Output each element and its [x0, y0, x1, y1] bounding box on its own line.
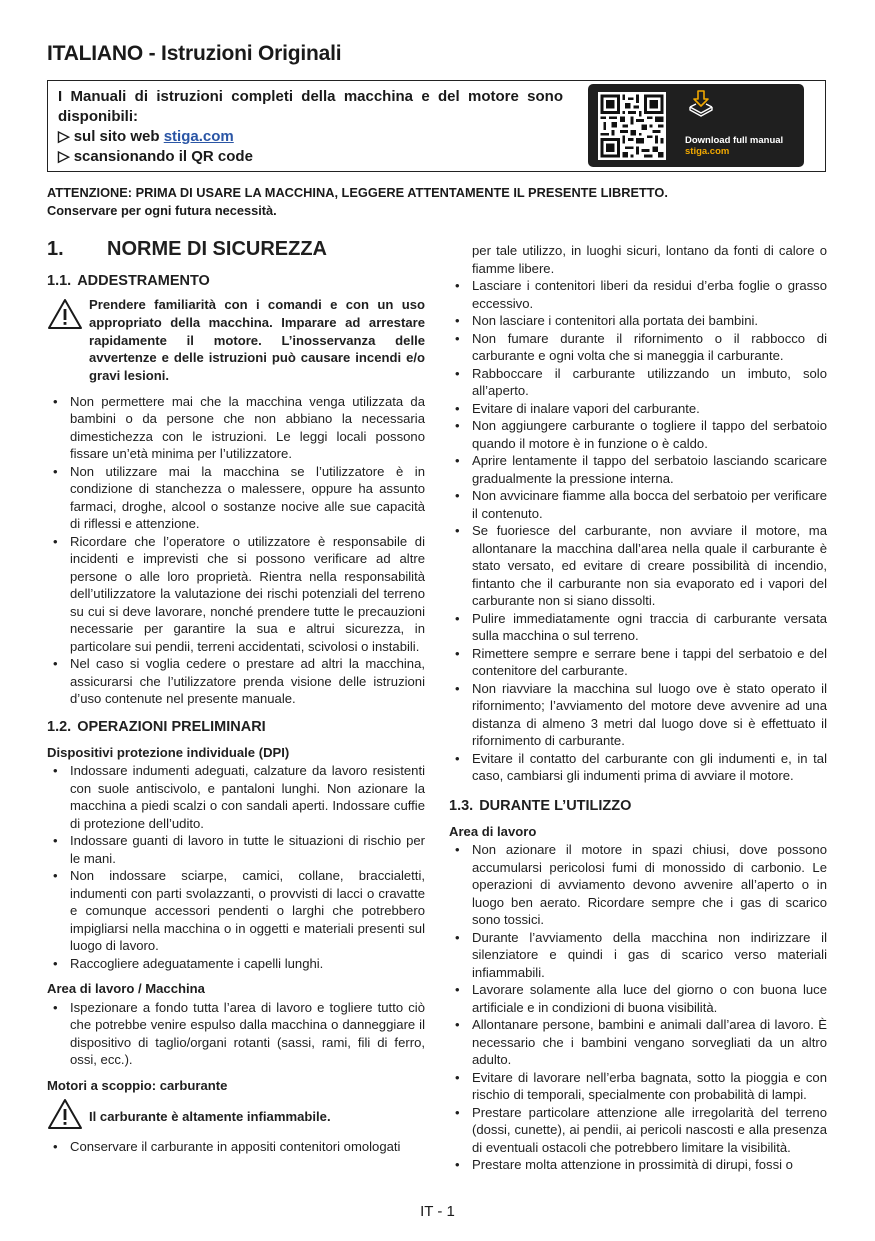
- fuel-list: [449, 242, 827, 785]
- list-item-continued: per tale utilizzo, in luoghi sicuri, lontano da fonti di calore o fiamme libere.: [472, 243, 827, 276]
- list-item: • Non azionare il motore in spazi chiusi, dove possono accumularsi pericolosi fumi di monossido di carbonio. Le operazioni di avviamento devono avvenire all’aperto o in luogo ben aerato. Ricordare sempre che i gas di scarico sono tossici.: [449, 841, 827, 929]
- left-column: [47, 236, 425, 1156]
- list-item: • Ispezionare a fondo tutta l’area di lavoro e togliere tutto ciò che potrebbe venire espulso dalla macchina o danneggiare il dispositivo di taglio/organi rotanti (sassi, rami, fili di ferro, ossi, ecc.).: [47, 999, 425, 1069]
- warning-icon: [47, 298, 83, 330]
- list-item: • Non riavviare la macchina sul luogo ove è stato operato il rifornimento; l’avviamento del motore deve avvenire ad una distanza di almeno 3 metri dal luogo dove si è effettuato il rifornimento di carburante.: [449, 680, 827, 750]
- qr-code-icon: [598, 92, 666, 160]
- list-item: • Aprire lentamente il tappo del serbatoio lasciando scaricare gradualmente la pressione interna.: [449, 452, 827, 487]
- usage-list: [449, 841, 827, 1174]
- manual-info-intro: I Manuali di istruzioni completi della macchina e del motore sono disponibili:: [58, 88, 563, 125]
- attention-notice: [47, 184, 837, 220]
- list-item: • Non lasciare i contenitori alla portata dei bambini.: [449, 312, 827, 330]
- training-warning-text: Prendere familiarità con i comandi e con un uso appropriato della macchina. Imparare ad arrestare rapidamente il motore. L’inosservanza delle avvertenze e delle istruzioni può causare incendi e/o gravi lesioni.: [89, 297, 425, 384]
- section-1-heading: [47, 236, 425, 262]
- dpi-subheading: Dispositivi protezione individuale (DPI): [47, 744, 290, 760]
- section-1-3-number: 1.3.: [449, 797, 474, 814]
- download-label: Download full manual: [685, 135, 784, 146]
- section-1-3-heading: [449, 797, 827, 815]
- right-column: [449, 242, 827, 1174]
- list-item: • Non indossare sciarpe, camici, collane, braccialetti, indumenti con parti svolazzanti, o provvisti di lacci o cravatte e comunque accessori pendenti o larghi che potrebbero impigliarsi nella macchina o in oggetti e materiali presenti sul luogo di lavoro.: [47, 867, 425, 955]
- work-area-list: [47, 999, 425, 1069]
- download-site: stiga.com: [685, 146, 730, 157]
- list-item: • Se fuoriesce del carburante, non avviare il motore, ma allontanare la macchina dall’area nella quale il carburante è stato versato, ed evitare di creare possibilità di incendio, fintanto che il carburante non sia evaporato ed i vapori del carburante non si siano dissolti.: [449, 522, 827, 610]
- usage-area-subheading: Area di lavoro: [449, 823, 537, 839]
- dpi-list: [47, 762, 425, 972]
- list-item: • Prestare particolare attenzione alle irregolarità del terreno (dossi, cunette), ai pendii, ai pericoli nascosti e alla presenza di eventuali ostacoli che potrebbero limitare la visibilità.: [449, 1104, 827, 1157]
- list-item: • Indossare guanti di lavoro in tutte le situazioni di rischio per le mani.: [47, 832, 425, 867]
- section-1-2-heading: [47, 718, 425, 736]
- list-item: • Pulire immediatamente ogni traccia di carburante versata sulla macchina o sul terreno.: [449, 610, 827, 645]
- list-item: • Evitare il contatto del carburante con gli indumenti e, in tal caso, cambiarsi gli indumenti prima di avviare il motore.: [449, 750, 827, 785]
- list-item: • Lasciare i contenitori liberi da residui d’erba foglie o grasso eccessivo.: [449, 277, 827, 312]
- section-1-title: NORME DI SICUREZZA: [107, 238, 327, 260]
- section-1-2-title: OPERAZIONI PRELIMINARI: [77, 718, 266, 735]
- list-item: • Non permettere mai che la macchina venga utilizzata da bambini o da persone che non abbiano la necessaria dimestichezza con le istruzioni. Le leggi locali possono fissare un’età minima per l’utilizzatore.: [47, 393, 425, 463]
- list-item: • Rimettere sempre e serrare bene i tappi del serbatoio e del contenitore del carburante.: [449, 645, 827, 680]
- list-item: • Raccogliere adeguatamente i capelli lunghi.: [47, 955, 425, 973]
- section-1-3-title: DURANTE L’UTILIZZO: [479, 797, 632, 814]
- list-item: • Conservare il carburante in appositi contenitori omologati: [47, 1138, 425, 1156]
- page-number: IT - 1: [420, 1203, 455, 1220]
- list-item: • Non aggiungere carburante o togliere il tappo del serbatoio quando il motore è in funzione o è caldo.: [449, 417, 827, 452]
- list-item: • Evitare di inalare vapori del carburante.: [449, 400, 827, 418]
- stiga-link[interactable]: stiga.com: [163, 128, 234, 145]
- manual-info-text: [58, 87, 563, 167]
- fuel-warning-text: Il carburante è altamente infiammabile.: [89, 1109, 331, 1125]
- fuel-warning: [47, 1098, 425, 1126]
- warning-icon: [47, 1098, 83, 1130]
- manual-info-web: [58, 127, 563, 147]
- training-list: [47, 393, 425, 708]
- manual-info-web-prefix: ▷ sul sito web: [58, 128, 164, 145]
- list-item: • Indossare indumenti adeguati, calzature da lavoro resistenti con suole antiscivolo, e pantaloni lunghi. Non azionare la macchina a piedi scalzi o con sandali aperti. Indossare cuffie di protezione dell’udito.: [47, 762, 425, 832]
- section-1-number: 1.: [47, 238, 64, 260]
- section-1-1-heading: [47, 272, 425, 290]
- page-title: ITALIANO - Istruzioni Originali: [47, 42, 342, 65]
- list-item: • Allontanare persone, bambini e animali dall’area di lavoro. È necessario che i bambini vengano sorvegliati da un altro adulto.: [449, 1016, 827, 1069]
- list-item: • Rabboccare il carburante utilizzando un imbuto, solo all’aperto.: [449, 365, 827, 400]
- attention-line-1: ATTENZIONE: PRIMA DI USARE LA MACCHINA, LEGGERE ATTENTAMENTE IL PRESENTE LIBRETTO.: [47, 185, 668, 200]
- attention-line-2: Conservare per ogni futura necessità.: [47, 203, 277, 218]
- list-item: • Nel caso si voglia cedere o prestare ad altri la macchina, assicurarsi che l’utilizzatore prenda visione delle istruzioni d’uso contenute nel presente manuale.: [47, 655, 425, 708]
- list-item: • Non avvicinare fiamme alla bocca del serbatoio per verificare il contenuto.: [449, 487, 827, 522]
- download-icon: [688, 89, 714, 117]
- list-item: • Evitare di lavorare nell’erba bagnata, sotto la pioggia e con rischio di temporali, specialmente con probabilità di lampi.: [449, 1069, 827, 1104]
- work-area-subheading: Area di lavoro / Macchina: [47, 981, 205, 997]
- section-1-1-title: ADDESTRAMENTO: [77, 273, 210, 289]
- training-warning: [47, 296, 425, 385]
- list-item: • Ricordare che l’operatore o utilizzatore è responsabile di incidenti e imprevisti che si possono verificare ad altre persone o alle loro proprietà. Rientra nella responsabilità dell’utilizzatore la valutazione dei rischi potenziali del terreno su cui si deve lavorare, nonché prendere tutte le precauzioni necessarie per garantire la sua e altrui sicurezza, in particolare sui pendii, terreni accidentati, scivolosi o instabili.: [47, 533, 425, 656]
- section-1-2-number: 1.2.: [47, 718, 72, 735]
- download-manual-card[interactable]: [588, 84, 804, 167]
- manual-info-qr: ▷ scansionando il QR code: [58, 148, 253, 165]
- fuel-subheading: Motori a scoppio: carburante: [47, 1077, 228, 1093]
- list-item: • Lavorare solamente alla luce del giorno o con buona luce artificiale e in condizioni di buona visibilità.: [449, 981, 827, 1016]
- list-item: • Non utilizzare mai la macchina se l’utilizzatore è in condizione di stanchezza o malessere, oppure ha assunto farmaci, droghe, alcool o sostanze nocive alle sue capacità di riflessi e attenzione.: [47, 463, 425, 533]
- list-item: • Non fumare durante il rifornimento o il rabbocco di carburante e ogni volta che si maneggia il carburante.: [449, 330, 827, 365]
- section-1-1-number: 1.1.: [47, 273, 72, 289]
- list-item: • Durante l’avviamento della macchina non indirizzare il silenziatore e quindi i gas di scarico verso materiali infiammabili.: [449, 929, 827, 982]
- manual-info-box: [47, 80, 826, 172]
- list-item: • Prestare molta attenzione in prossimità di dirupi, fossi o: [449, 1156, 827, 1174]
- fuel-list-start: [47, 1138, 425, 1156]
